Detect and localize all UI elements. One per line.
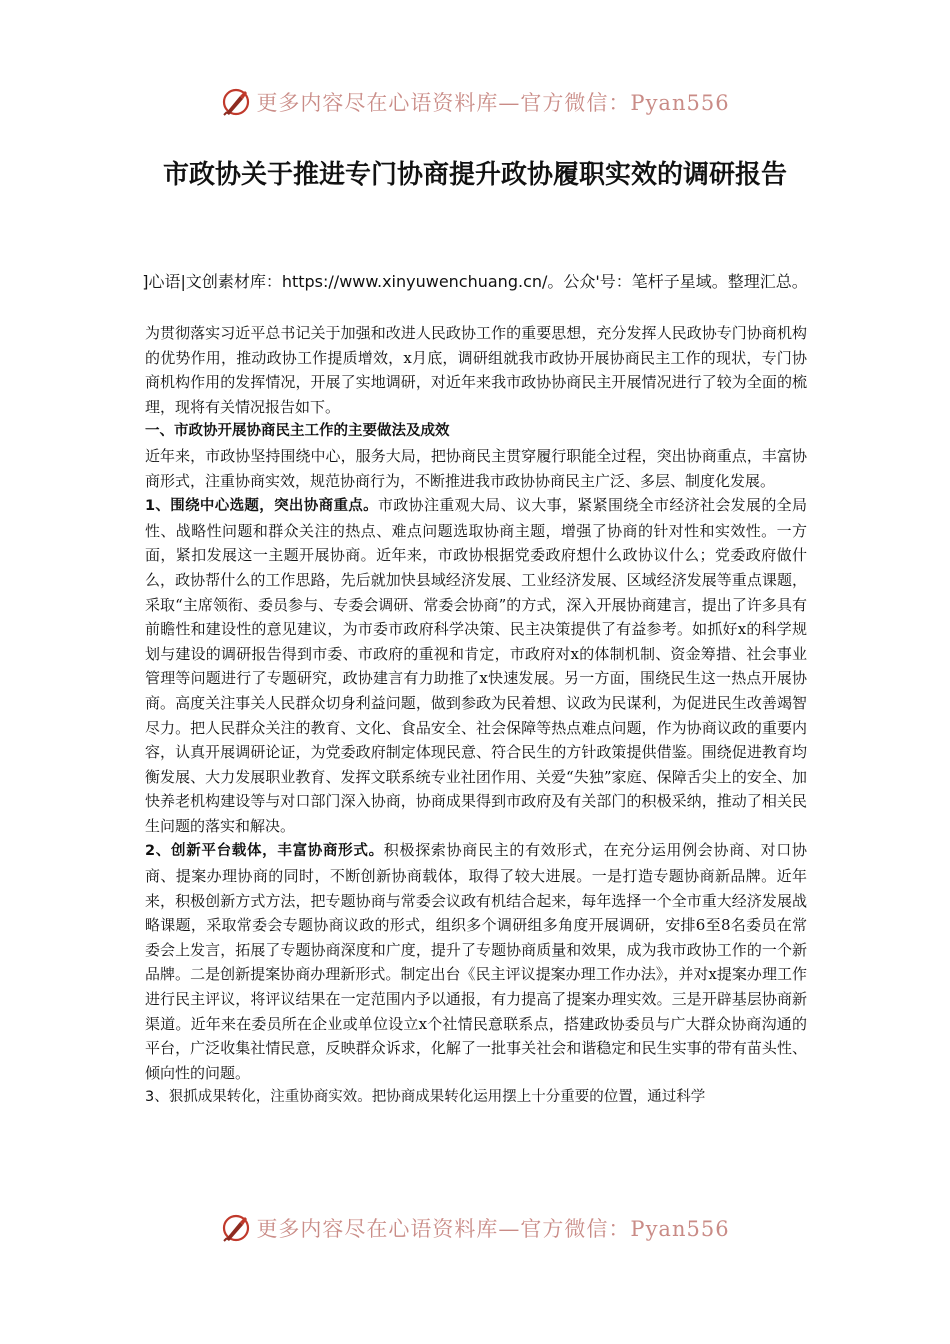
intro-paragraph: 为贯彻落实习近平总书记关于加强和改进人民政协工作的重要思想，充分发挥人民政协专门协商机构的优势作用，推动政协工作提质增效，x月底，调研组就我市政协开展协商民主工作的现状，专门协商机构作用的发挥情况，开展了实地调研，对近年来我市政协协商民主开展情况进行了较为全面的梳理，现将有关情况报告如下。 <box>145 324 807 416</box>
point-1-paragraph <box>145 493 807 838</box>
section-intro-paragraph: 近年来，市政协坚持围绕中心，服务大局，把协商民主贯穿履行职能全过程，突出协商重点，丰富协商形式，注重协商实效，规范协商行为，不断推进我市政协协商民主广泛、多层、制度化发展。 <box>145 446 807 490</box>
section-heading: 一、市政协开展协商民主工作的主要做法及成效 <box>145 423 450 440</box>
point-3-paragraph: 3、狠抓成果转化，注重协商实效。把协商成果转化运用摆上十分重要的位置，通过科学 <box>145 1089 706 1106</box>
header-banner <box>0 82 950 122</box>
banner-text: 更多内容尽在心语资料库—官方微信：Pyan556 <box>256 1217 730 1241</box>
footer-banner <box>0 1208 950 1248</box>
source-line: ]心语|文创素材库：https://www.xinyuwenchuang.cn/。公众'号：笔杆子星域。整理汇总。 <box>142 272 808 291</box>
pen-logo-icon <box>220 86 252 118</box>
document-title: 市政协关于推进专门协商提升政协履职实效的调研报告 <box>162 160 787 190</box>
banner-text: 更多内容尽在心语资料库—官方微信：Pyan556 <box>256 91 730 115</box>
point-1-lead: 1、围绕中心选题，突出协商重点。 <box>145 498 378 515</box>
point-2-text: 积极探索协商民主的有效形式，在充分运用例会协商、对口协商、提案办理协商的同时，不断创新协商载体，取得了较大进展。一是打造专题协商新品牌。近年来，积极创新方式方法，把专题协商与常委会议政有机结合起来，每年选择一个全市重大经济发展战略课题，采取常委会专题协商议政的形式，组织多个调研组多角度开展调研，安排6至8名委员在常委会上发言，拓展了专题协商深度和广度，提升了专题协商质量和效果，成为我市政协工作的一个新品牌。二是创新提案协商办理新形式。制定出台《民主评议提案办理工作办法》，并对x提案办理工作进行民主评议，将评议结果在一定范围内予以通报，有力提高了提案办理实效。三是开辟基层协商新渠道。近年来在委员所在企业或单位设立x个社情民意联系点，搭建政协委员与广大群众协商沟通的平台，广泛收集社情民意，反映群众诉求，化解了一批事关社会和谐稳定和民生实事的带有苗头性、倾向性的问题。 <box>145 841 807 1082</box>
point-1-text: 市政协注重观大局、议大事，紧紧围绕全市经济社会发展的全局性、战略性问题和群众关注的热点、难点问题选取协商主题，增强了协商的针对性和实效性。一方面，紧扣发展这一主题开展协商。近年来，市政协根据党委政府想什么政协议什么；党委政府做什么，政协帮什么的工作思路，先后就加快县域经济发展、工业经济发展、区域经济发展等重点课题，采取“主席领衔、委员参与、专委会调研、常委会协商”的方式，深入开展协商建言，提出了许多具有前瞻性和建设性的意见建议，为市委市政府科学决策、民主决策提供了有益参考。如抓好x的科学规划与建设的调研报告得到市委、市政府的重视和肯定，市政府对x的体制机制、资金筹措、社会事业管理等问题进行了专题研究，政协建言有力助推了x快速发展。另一方面，围绕民生这一热点开展协商。高度关注事关人民群众切身利益问题，做到参政为民着想、议政为民谋利，为促进民生改善竭智尽力。把人民群众关注的教育、文化、食品安全、社会保障等热点难点问题，作为协商议政的重要内容，认真开展调研论证，为党委政府制定体现民意、符合民生的方针政策提供借鉴。围绕促进教育均衡发展、大力发展职业教育、发挥文联系统专业社团作用、关爱“失独”家庭、保障舌尖上的安全、加快养老机构建设等与对口部门深入协商，协商成果得到市政府及有关部门的积极采纳，推动了相关民生问题的落实和解决。 <box>145 496 807 835</box>
point-2-lead: 2、创新平台载体，丰富协商形式。 <box>145 843 384 860</box>
point-2-paragraph <box>145 838 807 1085</box>
pen-logo-icon <box>220 1212 252 1244</box>
document-body <box>145 321 807 1110</box>
